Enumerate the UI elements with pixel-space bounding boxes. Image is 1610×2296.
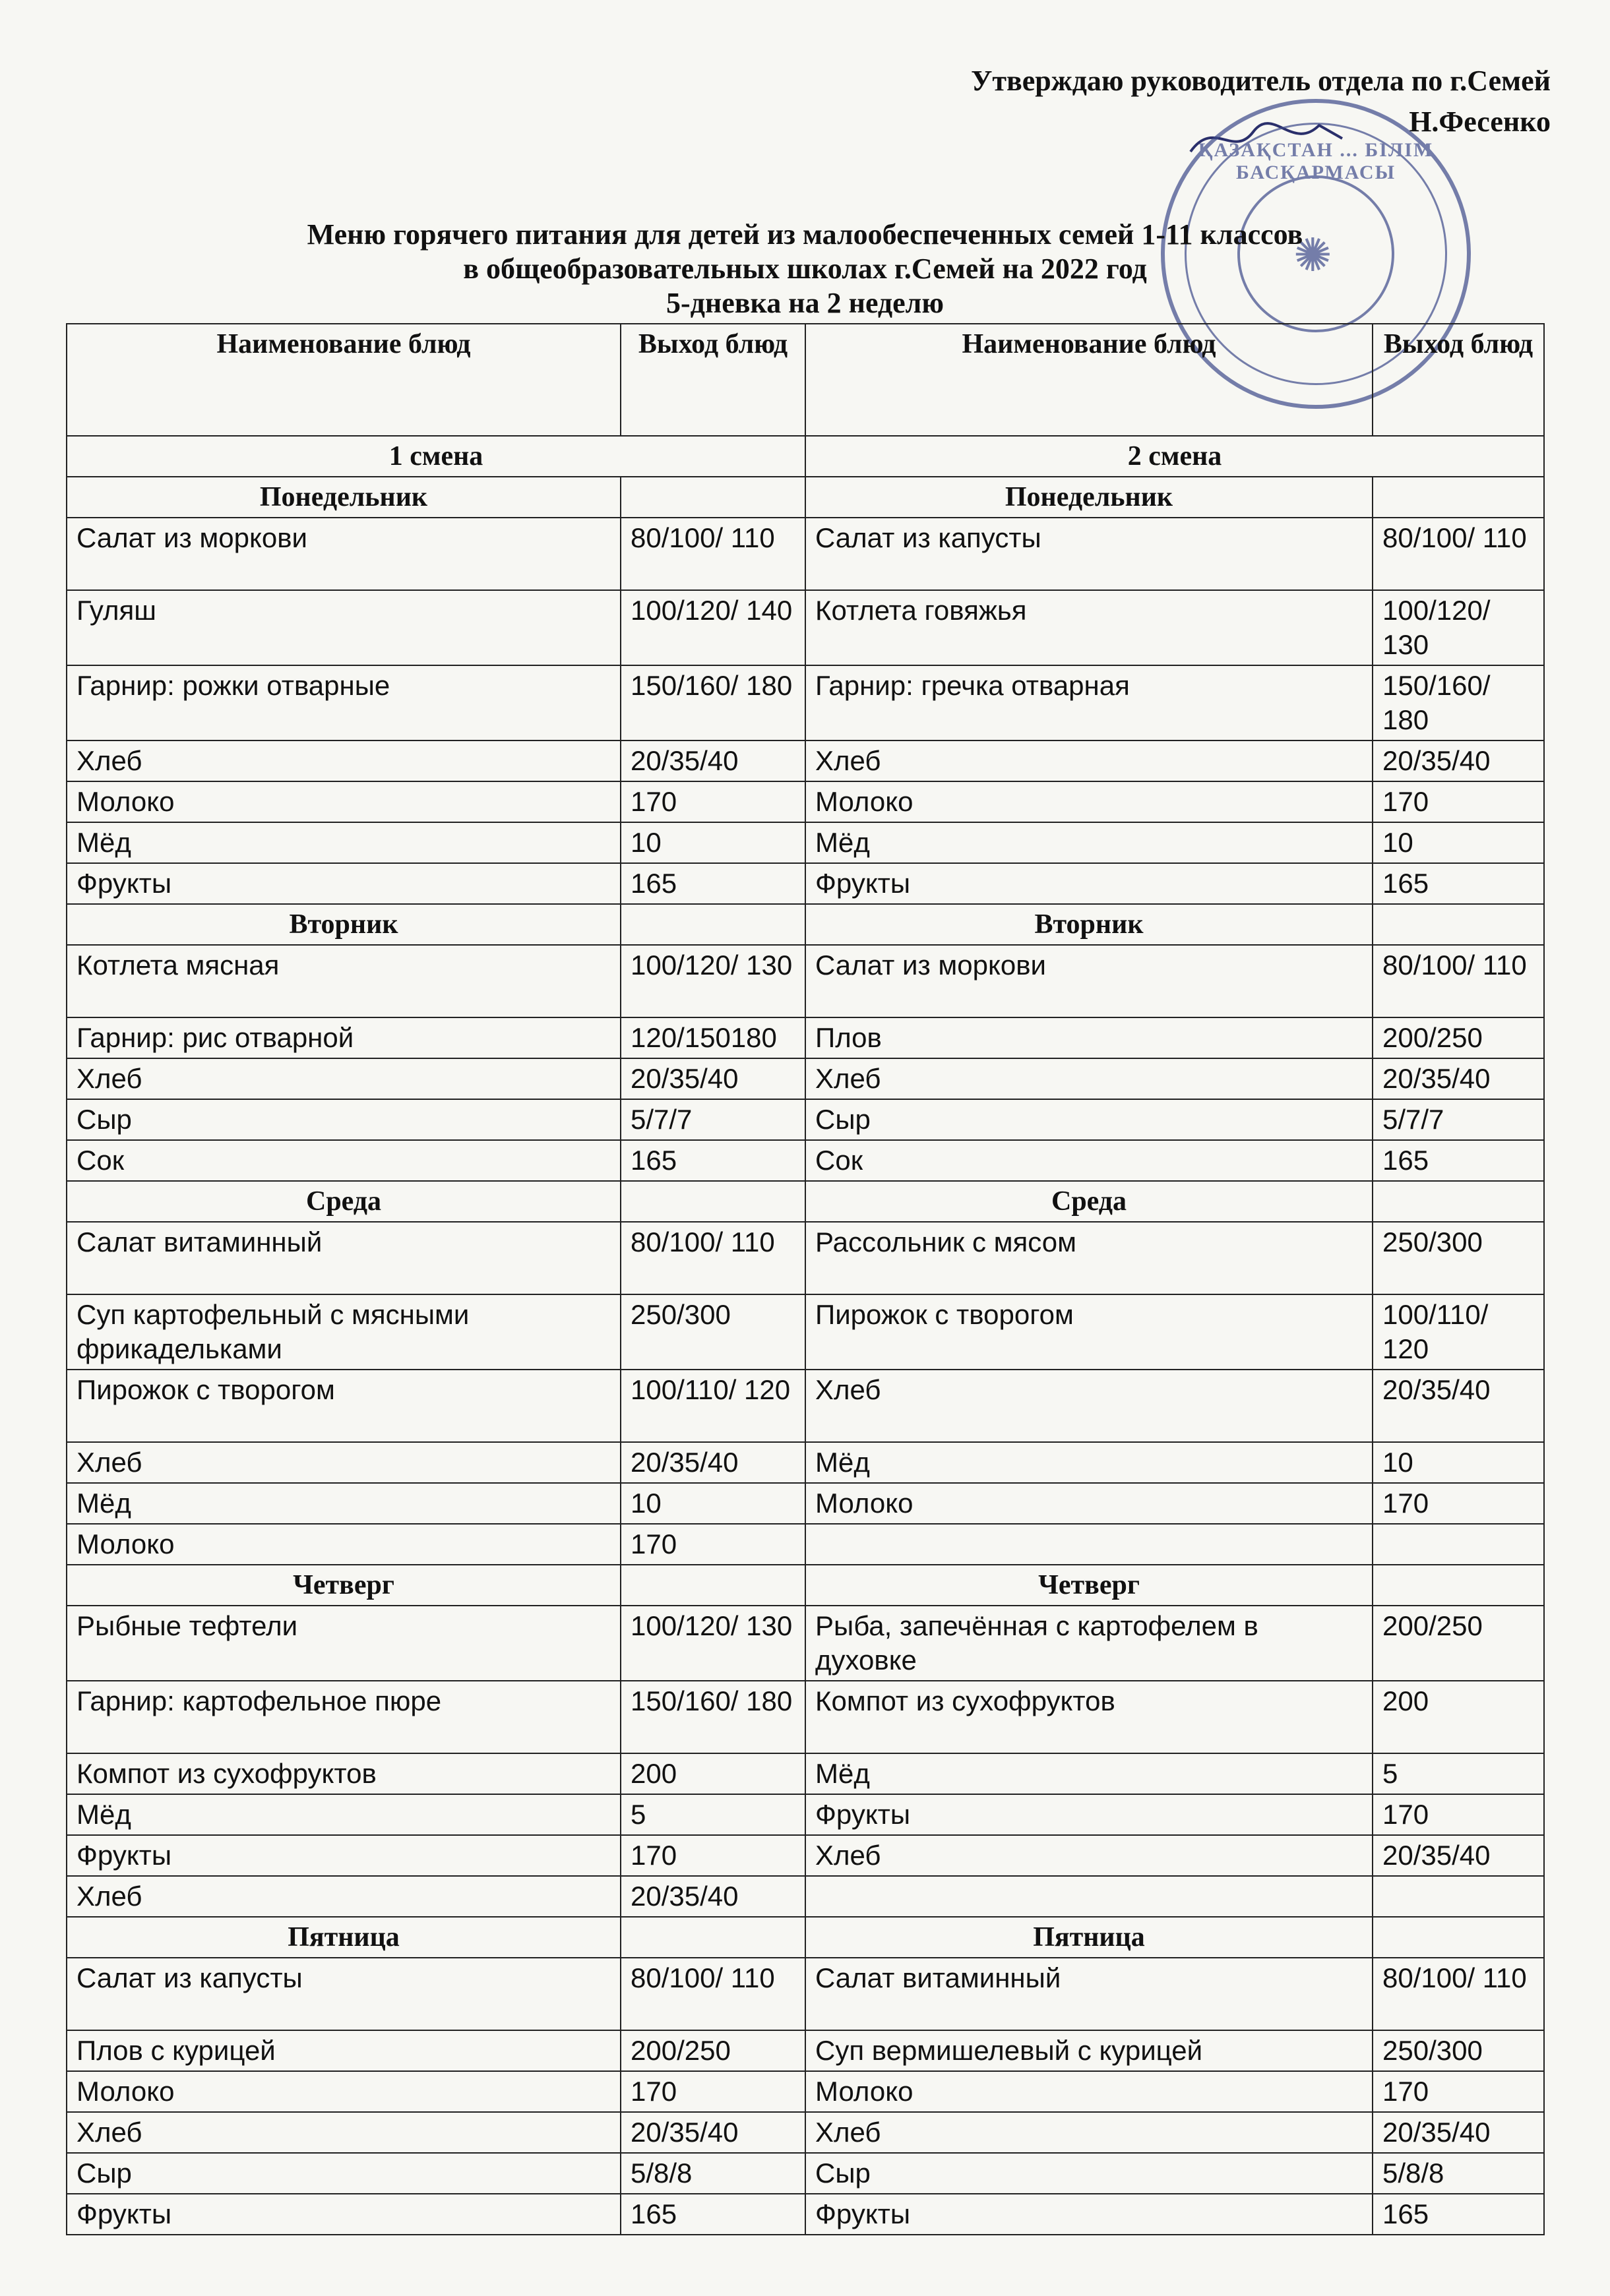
dish-shift-2: Салат из капусты xyxy=(805,518,1373,590)
portion-shift-1: 120/150180 xyxy=(621,1017,805,1058)
dish-shift-1: Суп картофельный с мясными фрикадельками xyxy=(67,1294,621,1370)
dish-shift-1: Гуляш xyxy=(67,590,621,665)
portion-shift-2: 20/35/40 xyxy=(1373,740,1544,781)
empty-cell xyxy=(621,1565,805,1606)
dish-shift-1: Сыр xyxy=(67,1099,621,1140)
table-row xyxy=(67,2030,1544,2071)
dish-shift-2: Суп вермишелевый с курицей xyxy=(805,2030,1373,2071)
portion-shift-1: 100/120/ 140 xyxy=(621,590,805,665)
portion-shift-2: 80/100/ 110 xyxy=(1373,518,1544,590)
dish-shift-1: Мёд xyxy=(67,1483,621,1524)
dish-shift-1: Молоко xyxy=(67,1524,621,1565)
portion-shift-2: 170 xyxy=(1373,781,1544,822)
empty-cell xyxy=(621,1917,805,1958)
empty-cell xyxy=(1373,1181,1544,1222)
menu-table-body xyxy=(67,436,1544,2235)
portion-shift-2: 165 xyxy=(1373,863,1544,904)
day-label-shift-1: Понедельник xyxy=(67,477,621,518)
dish-shift-2: Хлеб xyxy=(805,1370,1373,1442)
portion-shift-2: 5 xyxy=(1373,1753,1544,1794)
table-header-row xyxy=(67,324,1544,436)
day-header-row xyxy=(67,1565,1544,1606)
dish-shift-1: Рыбные тефтели xyxy=(67,1606,621,1681)
dish-shift-1: Салат из моркови xyxy=(67,518,621,590)
day-header-row xyxy=(67,1917,1544,1958)
dish-shift-1: Хлеб xyxy=(67,1058,621,1099)
dish-shift-2: Рыба, запечённая с картофелем в духовке xyxy=(805,1606,1373,1681)
dish-shift-2: Гарнир: гречка отварная xyxy=(805,665,1373,740)
empty-cell xyxy=(1373,477,1544,518)
dish-shift-1: Хлеб xyxy=(67,2112,621,2153)
dish-shift-1: Фрукты xyxy=(67,1835,621,1876)
portion-shift-1: 10 xyxy=(621,1483,805,1524)
dish-shift-2 xyxy=(805,1876,1373,1917)
portion-shift-1: 5 xyxy=(621,1794,805,1835)
empty-cell xyxy=(1373,1565,1544,1606)
table-row xyxy=(67,2153,1544,2194)
portion-shift-1: 20/35/40 xyxy=(621,1058,805,1099)
portion-shift-2: 100/110/ 120 xyxy=(1373,1294,1544,1370)
dish-shift-1: Гарнир: рожки отварные xyxy=(67,665,621,740)
title-line-2: в общеобразовательных школах г.Семей на 2022 год xyxy=(463,253,1147,285)
table-row xyxy=(67,1753,1544,1794)
table-row xyxy=(67,1370,1544,1442)
dish-shift-2: Молоко xyxy=(805,1483,1373,1524)
dish-shift-2: Мёд xyxy=(805,822,1373,863)
portion-shift-1: 20/35/40 xyxy=(621,1442,805,1483)
table-row xyxy=(67,1794,1544,1835)
dish-shift-2: Фрукты xyxy=(805,1794,1373,1835)
table-row xyxy=(67,863,1544,904)
dish-shift-1: Гарнир: рис отварной xyxy=(67,1017,621,1058)
table-row xyxy=(67,945,1544,1017)
table-row xyxy=(67,1442,1544,1483)
day-label-shift-1: Пятница xyxy=(67,1917,621,1958)
dish-shift-2: Сыр xyxy=(805,1099,1373,1140)
empty-cell xyxy=(621,477,805,518)
empty-cell xyxy=(1373,1917,1544,1958)
dish-shift-2: Рассольник с мясом xyxy=(805,1222,1373,1294)
table-row xyxy=(67,1099,1544,1140)
table-row xyxy=(67,665,1544,740)
table-row xyxy=(67,1017,1544,1058)
header-dish-2: Наименование блюд xyxy=(805,324,1373,436)
table-row xyxy=(67,1524,1544,1565)
header-dish-1: Наименование блюд xyxy=(67,324,621,436)
shift-1-label: 1 смена xyxy=(67,436,805,477)
dish-shift-1: Хлеб xyxy=(67,1442,621,1483)
portion-shift-1: 170 xyxy=(621,1835,805,1876)
dish-shift-1: Молоко xyxy=(67,2071,621,2112)
dish-shift-1: Сыр xyxy=(67,2153,621,2194)
table-row xyxy=(67,518,1544,590)
portion-shift-1: 170 xyxy=(621,781,805,822)
portion-shift-1: 80/100/ 110 xyxy=(621,1222,805,1294)
dish-shift-2: Сок xyxy=(805,1140,1373,1181)
table-row xyxy=(67,2112,1544,2153)
portion-shift-1: 80/100/ 110 xyxy=(621,1958,805,2030)
portion-shift-1: 100/120/ 130 xyxy=(621,945,805,1017)
dish-shift-1: Пирожок с творогом xyxy=(67,1370,621,1442)
dish-shift-2: Плов xyxy=(805,1017,1373,1058)
portion-shift-1: 5/7/7 xyxy=(621,1099,805,1140)
dish-shift-1: Мёд xyxy=(67,822,621,863)
dish-shift-2: Компот из сухофруктов xyxy=(805,1681,1373,1753)
table-row xyxy=(67,1222,1544,1294)
seal-text: ҚАЗАҚСТАН ... БІЛІМ БАСҚАРМАСЫ xyxy=(1198,139,1434,183)
portion-shift-1: 20/35/40 xyxy=(621,2112,805,2153)
dish-shift-2 xyxy=(805,1524,1373,1565)
table-row xyxy=(67,740,1544,781)
day-label-shift-1: Четверг xyxy=(67,1565,621,1606)
portion-shift-2: 250/300 xyxy=(1373,1222,1544,1294)
empty-cell xyxy=(1373,904,1544,945)
table-row xyxy=(67,2194,1544,2235)
dish-shift-1: Фрукты xyxy=(67,2194,621,2235)
portion-shift-1: 200/250 xyxy=(621,2030,805,2071)
dish-shift-2: Хлеб xyxy=(805,2112,1373,2153)
table-row xyxy=(67,590,1544,665)
portion-shift-1: 10 xyxy=(621,822,805,863)
table-row xyxy=(67,1681,1544,1753)
day-label-shift-1: Вторник xyxy=(67,904,621,945)
table-row xyxy=(67,1606,1544,1681)
portion-shift-2: 250/300 xyxy=(1373,2030,1544,2071)
dish-shift-1: Хлеб xyxy=(67,1876,621,1917)
day-label-shift-2: Вторник xyxy=(805,904,1373,945)
table-row xyxy=(67,1958,1544,2030)
dish-shift-1: Фрукты xyxy=(67,863,621,904)
dish-shift-2: Молоко xyxy=(805,2071,1373,2112)
portion-shift-2: 200 xyxy=(1373,1681,1544,1753)
portion-shift-2: 80/100/ 110 xyxy=(1373,1958,1544,2030)
portion-shift-1: 170 xyxy=(621,2071,805,2112)
shift-row xyxy=(67,436,1544,477)
portion-shift-2: 170 xyxy=(1373,1483,1544,1524)
day-label-shift-2: Четверг xyxy=(805,1565,1373,1606)
empty-cell xyxy=(621,1181,805,1222)
dish-shift-2: Сыр xyxy=(805,2153,1373,2194)
day-header-row xyxy=(67,1181,1544,1222)
table-row xyxy=(67,1058,1544,1099)
menu-table xyxy=(66,323,1545,2235)
dish-shift-2: Мёд xyxy=(805,1442,1373,1483)
portion-shift-1: 165 xyxy=(621,863,805,904)
portion-shift-1: 200 xyxy=(621,1753,805,1794)
document-title xyxy=(0,218,1610,320)
portion-shift-2: 170 xyxy=(1373,2071,1544,2112)
portion-shift-2: 170 xyxy=(1373,1794,1544,1835)
dish-shift-1: Котлета мясная xyxy=(67,945,621,1017)
dish-shift-1: Гарнир: картофельное пюре xyxy=(67,1681,621,1753)
day-label-shift-2: Понедельник xyxy=(805,477,1373,518)
dish-shift-1: Салат из капусты xyxy=(67,1958,621,2030)
portion-shift-1: 20/35/40 xyxy=(621,740,805,781)
dish-shift-1: Молоко xyxy=(67,781,621,822)
portion-shift-2: 20/35/40 xyxy=(1373,1370,1544,1442)
dish-shift-2: Молоко xyxy=(805,781,1373,822)
portion-shift-2: 200/250 xyxy=(1373,1017,1544,1058)
portion-shift-1: 20/35/40 xyxy=(621,1876,805,1917)
dish-shift-1: Хлеб xyxy=(67,740,621,781)
portion-shift-2: 200/250 xyxy=(1373,1606,1544,1681)
table-row xyxy=(67,1483,1544,1524)
portion-shift-1: 80/100/ 110 xyxy=(621,518,805,590)
table-row xyxy=(67,1294,1544,1370)
empty-cell xyxy=(621,904,805,945)
portion-shift-2: 165 xyxy=(1373,2194,1544,2235)
dish-shift-2: Хлеб xyxy=(805,740,1373,781)
portion-shift-1: 100/110/ 120 xyxy=(621,1370,805,1442)
dish-shift-2: Хлеб xyxy=(805,1058,1373,1099)
dish-shift-2: Хлеб xyxy=(805,1835,1373,1876)
portion-shift-2: 5/8/8 xyxy=(1373,2153,1544,2194)
approval-line: Утверждаю руководитель отдела по г.Семей xyxy=(971,65,1551,97)
portion-shift-2: 20/35/40 xyxy=(1373,1835,1544,1876)
portion-shift-2: 10 xyxy=(1373,822,1544,863)
portion-shift-2: 165 xyxy=(1373,1140,1544,1181)
portion-shift-2: 20/35/40 xyxy=(1373,2112,1544,2153)
portion-shift-1: 150/160/ 180 xyxy=(621,1681,805,1753)
portion-shift-2: 80/100/ 110 xyxy=(1373,945,1544,1017)
dish-shift-2: Салат витаминный xyxy=(805,1958,1373,2030)
dish-shift-2: Салат из моркови xyxy=(805,945,1373,1017)
table-row xyxy=(67,1835,1544,1876)
dish-shift-2: Фрукты xyxy=(805,863,1373,904)
portion-shift-1: 165 xyxy=(621,1140,805,1181)
portion-shift-2: 150/160/ 180 xyxy=(1373,665,1544,740)
day-header-row xyxy=(67,904,1544,945)
day-header-row xyxy=(67,477,1544,518)
portion-shift-1: 100/120/ 130 xyxy=(621,1606,805,1681)
title-line-1: Меню горячего питания для детей из малообеспеченных семей 1-11 классов xyxy=(307,218,1303,251)
day-label-shift-2: Среда xyxy=(805,1181,1373,1222)
day-label-shift-2: Пятница xyxy=(805,1917,1373,1958)
day-label-shift-1: Среда xyxy=(67,1181,621,1222)
dish-shift-2: Мёд xyxy=(805,1753,1373,1794)
approver-name: Н.Фесенко xyxy=(1409,106,1551,138)
portion-shift-2: 100/120/ 130 xyxy=(1373,590,1544,665)
dish-shift-2: Котлета говяжья xyxy=(805,590,1373,665)
table-row xyxy=(67,781,1544,822)
header-portion-1: Выход блюд xyxy=(621,324,805,436)
table-row xyxy=(67,2071,1544,2112)
portion-shift-1: 165 xyxy=(621,2194,805,2235)
portion-shift-2: 10 xyxy=(1373,1442,1544,1483)
dish-shift-1: Сок xyxy=(67,1140,621,1181)
shift-2-label: 2 смена xyxy=(805,436,1544,477)
portion-shift-2 xyxy=(1373,1876,1544,1917)
dish-shift-1: Мёд xyxy=(67,1794,621,1835)
portion-shift-1: 170 xyxy=(621,1524,805,1565)
emblem-icon: ✺ xyxy=(1293,231,1332,282)
dish-shift-2: Фрукты xyxy=(805,2194,1373,2235)
portion-shift-2: 5/7/7 xyxy=(1373,1099,1544,1140)
table-row xyxy=(67,822,1544,863)
portion-shift-1: 5/8/8 xyxy=(621,2153,805,2194)
portion-shift-1: 150/160/ 180 xyxy=(621,665,805,740)
dish-shift-1: Плов с курицей xyxy=(67,2030,621,2071)
portion-shift-2: 20/35/40 xyxy=(1373,1058,1544,1099)
dish-shift-1: Компот из сухофруктов xyxy=(67,1753,621,1794)
portion-shift-1: 250/300 xyxy=(621,1294,805,1370)
table-row xyxy=(67,1876,1544,1917)
title-line-3: 5-дневка на 2 неделю xyxy=(666,287,944,319)
table-row xyxy=(67,1140,1544,1181)
dish-shift-2: Пирожок с творогом xyxy=(805,1294,1373,1370)
header-portion-2: Выход блюд xyxy=(1373,324,1544,436)
dish-shift-1: Салат витаминный xyxy=(67,1222,621,1294)
portion-shift-2 xyxy=(1373,1524,1544,1565)
